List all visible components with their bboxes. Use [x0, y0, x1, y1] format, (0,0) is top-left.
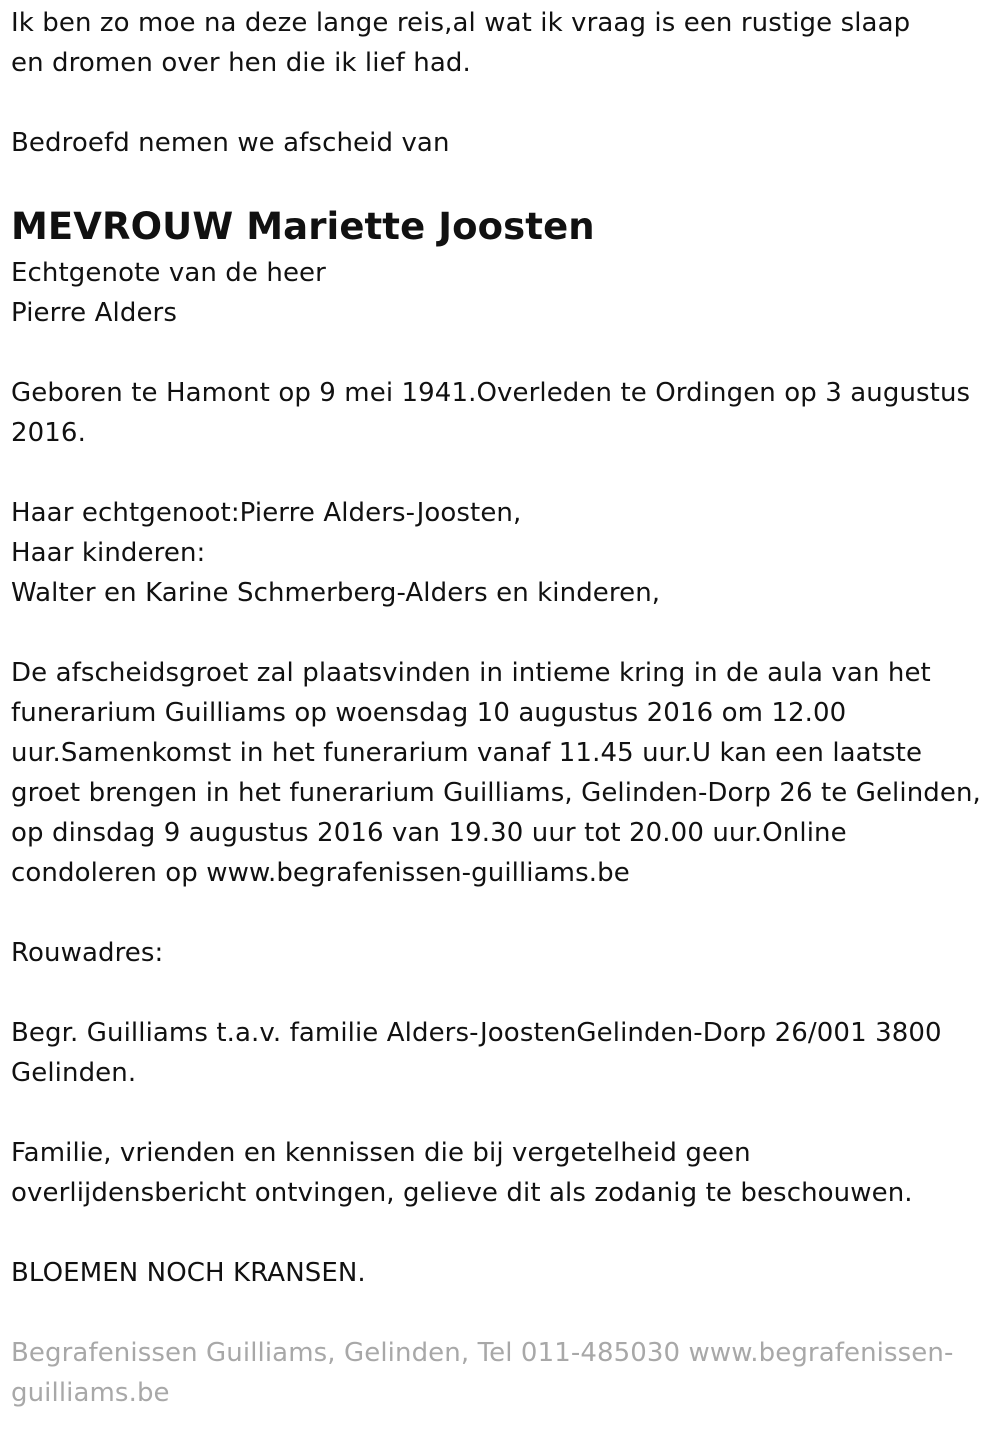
birth-death-line-1: Geboren te Hamont op 9 mei 1941.Overleden te Ordingen op 3 augustus — [11, 378, 971, 408]
family-children-label: Haar kinderen: — [11, 538, 206, 568]
ceremony-line: op dinsdag 9 augustus 2016 van 19.30 uur tot 20.00 uur.Online — [11, 818, 847, 848]
address-label: Rouwadres: — [11, 938, 164, 968]
family-block — [11, 493, 990, 613]
family-children: Walter en Karine Schmerberg-Alders en kinderen, — [11, 578, 661, 608]
birth-death-line-2: 2016. — [11, 418, 86, 448]
flowers-notice: BLOEMEN NOCH KRANSEN. — [11, 1258, 366, 1288]
intro-poem — [11, 3, 990, 83]
notice-line-2: overlijdensbericht ontvingen, gelieve dit als zodanig te beschouwen. — [11, 1178, 913, 1208]
spouse-line-2: Pierre Alders — [11, 298, 177, 328]
deceased-block — [11, 201, 990, 333]
footer — [11, 1333, 990, 1413]
intro-line-1: Ik ben zo moe na deze lange reis,al wat ik vraag is een rustige slaap — [11, 8, 911, 38]
address-block — [11, 1013, 990, 1093]
notice-line-1: Familie, vrienden en kennissen die bij vergetelheid geen — [11, 1138, 751, 1168]
spouse-line-1: Echtgenote van de heer — [11, 258, 326, 288]
notice-block — [11, 1133, 990, 1213]
ceremony-line: groet brengen in het funerarium Guilliams, Gelinden-Dorp 26 te Gelinden, — [11, 778, 981, 808]
ceremony-block — [11, 653, 990, 893]
deceased-name: MEVROUW Mariette Joosten — [11, 205, 595, 248]
ceremony-line: De afscheidsgroet zal plaatsvinden in intieme kring in de aula van het — [11, 658, 931, 688]
ceremony-line: funerarium Guilliams op woensdag 10 augustus 2016 om 12.00 — [11, 698, 847, 728]
address-line-2: Gelinden. — [11, 1058, 137, 1088]
announcement: Bedroefd nemen we afscheid van — [11, 128, 450, 158]
birth-death-info — [11, 373, 990, 453]
intro-line-2: en dromen over hen die ik lief had. — [11, 48, 471, 78]
footer-line-1: Begrafenissen Guilliams, Gelinden, Tel 011-485030 www.begrafenissen- — [11, 1338, 954, 1368]
family-spouse: Haar echtgenoot:Pierre Alders-Joosten, — [11, 498, 522, 528]
footer-line-2: guilliams.be — [11, 1378, 170, 1408]
ceremony-line: uur.Samenkomst in het funerarium vanaf 11.45 uur.U kan een laatste — [11, 738, 923, 768]
ceremony-line: condoleren op www.begrafenissen-guilliams.be — [11, 858, 630, 888]
address-line-1: Begr. Guilliams t.a.v. familie Alders-JoostenGelinden-Dorp 26/001 3800 — [11, 1018, 942, 1048]
